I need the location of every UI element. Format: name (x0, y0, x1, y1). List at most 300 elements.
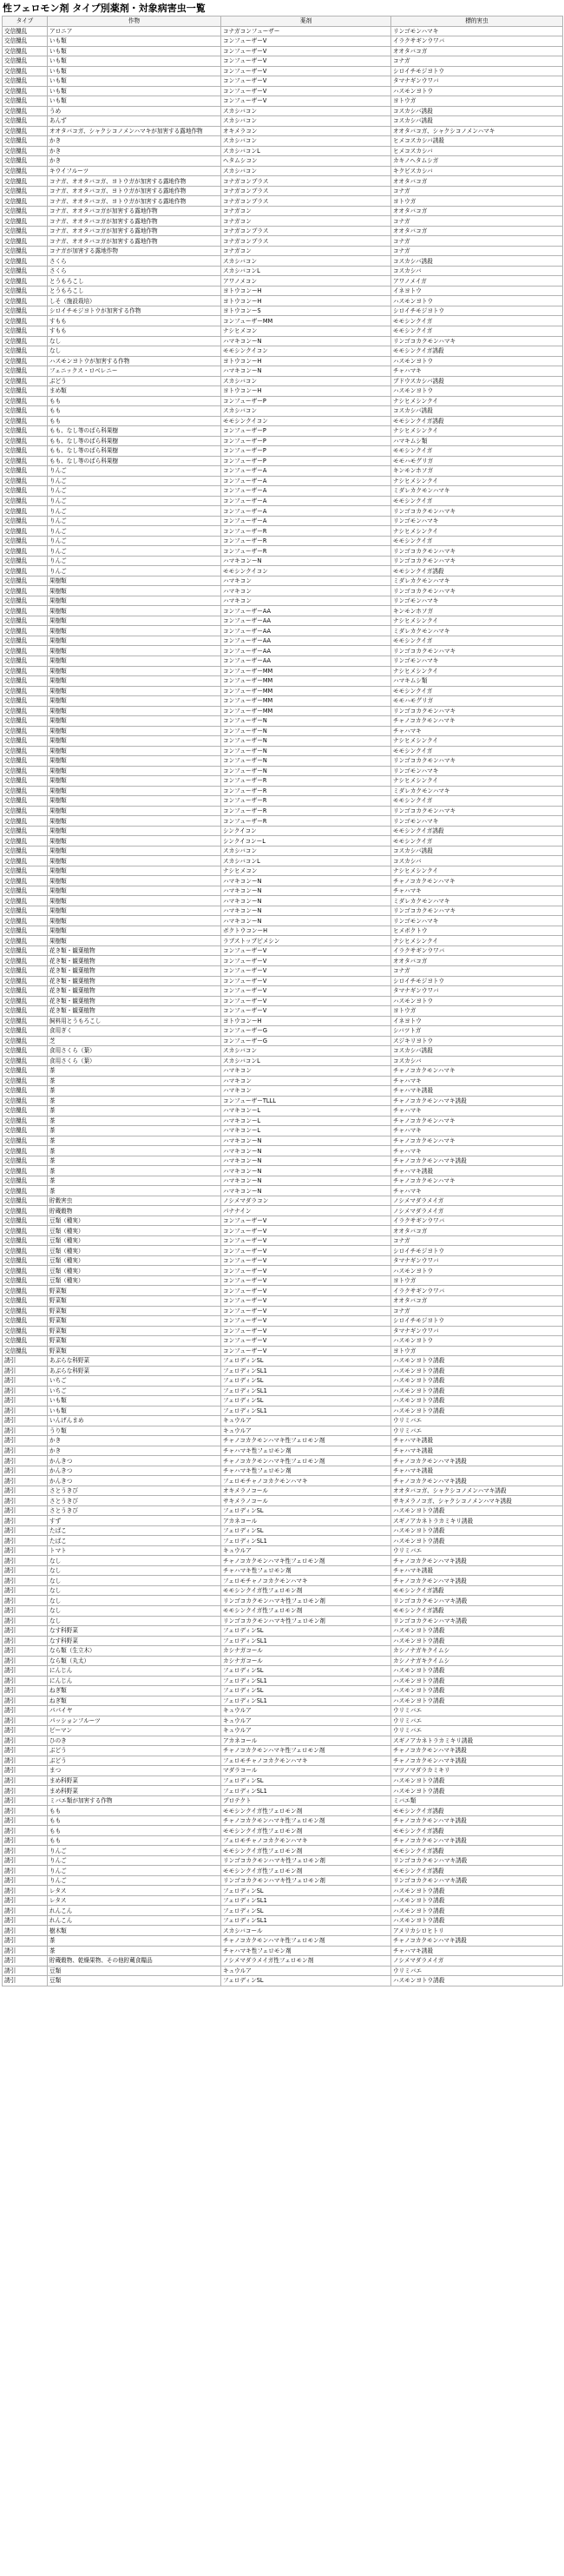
table-row (3, 1196, 563, 1206)
cell-type: 交信攪乱 (3, 676, 48, 687)
cell-pesticide: コナガコンフューザー (221, 26, 391, 36)
cell-type: 交信攪乱 (3, 266, 48, 276)
cell-type: 交信攪乱 (3, 1006, 48, 1017)
cell-crop: 果樹類 (48, 886, 221, 896)
table-row (3, 1926, 563, 1936)
cell-target-pest: コナガ (391, 246, 563, 256)
cell-type: 交信攪乱 (3, 336, 48, 346)
cell-type: 誘引 (3, 1456, 48, 1466)
cell-type: 誘引 (3, 1795, 48, 1806)
cell-pesticide: チャハマキ性フェロモン剤 (221, 1946, 391, 1956)
cell-type: 交信攪乱 (3, 396, 48, 406)
cell-pesticide: フェロディンSL (221, 1356, 391, 1367)
cell-type: 誘引 (3, 1536, 48, 1546)
cell-target-pest: ナシヒメシンクイ (391, 866, 563, 876)
cell-pesticide: ハマキコン (221, 1076, 391, 1086)
cell-target-pest: リンゴモンハマキ (391, 916, 563, 926)
cell-pesticide: ハマキコンーN (221, 886, 391, 896)
cell-crop: 豆類（種実） (48, 1246, 221, 1256)
table-row (3, 1076, 563, 1086)
cell-target-pest: ウリミバエ (391, 1426, 563, 1436)
cell-type: 誘引 (3, 1835, 48, 1846)
cell-crop: 果樹類 (48, 936, 221, 946)
cell-pesticide: ボクトウコンーH (221, 926, 391, 936)
table-row (3, 976, 563, 986)
cell-type: 交信攪乱 (3, 1196, 48, 1206)
cell-pesticide: ヨトウコンーH (221, 286, 391, 296)
cell-crop: 野菜類 (48, 1306, 221, 1316)
cell-crop: 食用さくら（葉） (48, 1046, 221, 1057)
table-row (3, 1806, 563, 1816)
cell-crop: フェニックス・ロベレニー (48, 366, 221, 377)
cell-crop: かき (48, 1436, 221, 1446)
cell-pesticide: コンフューザーV (221, 1316, 391, 1327)
cell-crop: ピーマン (48, 1726, 221, 1736)
cell-type: 誘引 (3, 1406, 48, 1416)
cell-crop: 豆類（種実） (48, 1266, 221, 1276)
cell-pesticide: コンフューザーA (221, 496, 391, 506)
cell-target-pest: ハスモンヨトウ誘殺 (391, 1666, 563, 1677)
cell-type: 誘引 (3, 1545, 48, 1556)
cell-pesticide: コンフューザーP (221, 446, 391, 457)
table-row (3, 1716, 563, 1726)
cell-target-pest: チャノコカクモンハマキ (391, 716, 563, 727)
cell-target-pest: ナシヒメシンクイ (391, 936, 563, 946)
cell-target-pest: ウリミバエ (391, 1706, 563, 1716)
table-row (3, 1255, 563, 1266)
cell-crop: りんご (48, 566, 221, 576)
cell-crop: アロニア (48, 26, 221, 36)
cell-type: 交信攪乱 (3, 836, 48, 847)
table-row (3, 336, 563, 346)
cell-type: 誘引 (3, 1696, 48, 1706)
cell-target-pest: ミダレカクモンハマキ (391, 486, 563, 497)
cell-crop: なし (48, 1576, 221, 1586)
cell-crop: ぶどう (48, 376, 221, 386)
cell-crop: 野菜類 (48, 1316, 221, 1327)
cell-type: 誘引 (3, 1966, 48, 1976)
cell-crop: たばこ (48, 1536, 221, 1546)
cell-crop: 茶 (48, 1166, 221, 1176)
table-row (3, 46, 563, 56)
cell-crop: コナガ、オオタバコガ、ヨトウガが加害する露地作物 (48, 196, 221, 207)
cell-type: 交信攪乱 (3, 726, 48, 736)
cell-target-pest: チャノコカクモンハマキ誘殺 (391, 1456, 563, 1466)
cell-target-pest: ハスモンヨトウ誘殺 (391, 1696, 563, 1706)
cell-crop: ぶどう (48, 1756, 221, 1766)
cell-type: 交信攪乱 (3, 66, 48, 76)
cell-pesticide: コナガコン (221, 246, 391, 256)
cell-type: 交信攪乱 (3, 296, 48, 306)
cell-target-pest: オオタバコガ (391, 46, 563, 56)
cell-pesticide: コンフューザーV (221, 965, 391, 976)
cell-crop: さくら (48, 266, 221, 276)
table-row (3, 496, 563, 506)
cell-target-pest: ウリミバエ (391, 1716, 563, 1726)
cell-target-pest: リンゴコカクモンハマキ (391, 336, 563, 346)
cell-pesticide: フェロディンSL1 (221, 1386, 391, 1396)
cell-pesticide: ハマキコンーL (221, 1126, 391, 1136)
table-row (3, 116, 563, 127)
cell-pesticide: ノシメマダラコン (221, 1196, 391, 1206)
table-row (3, 596, 563, 606)
cell-pesticide: コンフューザーMM (221, 666, 391, 676)
cell-pesticide: リンゴコカクモンハマキ性フェロモン剤 (221, 1596, 391, 1606)
cell-crop: 果樹類 (48, 616, 221, 626)
cell-crop: 果樹類 (48, 636, 221, 646)
cell-target-pest: リンゴモンハマキ (391, 766, 563, 776)
cell-type: 誘引 (3, 1656, 48, 1666)
cell-pesticide: アカネコール (221, 1516, 391, 1526)
cell-crop: 豆類（種実） (48, 1226, 221, 1236)
cell-crop: コナガ、オオタバコガが加害する露地作物 (48, 226, 221, 236)
cell-target-pest: モモシンクイガ (391, 446, 563, 457)
table-row (3, 1946, 563, 1956)
cell-crop: キウイフルーツ (48, 166, 221, 176)
cell-type: 誘引 (3, 1936, 48, 1947)
cell-type: 誘引 (3, 1576, 48, 1586)
cell-crop: とうもろこし (48, 286, 221, 296)
cell-target-pest: タマナギンウワバ (391, 986, 563, 997)
table-row (3, 166, 563, 176)
cell-crop: りんご (48, 1866, 221, 1876)
table-row (3, 936, 563, 946)
cell-crop: 茶 (48, 1156, 221, 1166)
table-row (3, 1966, 563, 1976)
cell-pesticide: ハマキコン (221, 586, 391, 596)
cell-target-pest: イネヨトウ (391, 286, 563, 296)
cell-crop: まめ科野菜 (48, 1776, 221, 1786)
cell-crop: オオタバコガ、シャクシコノメンハマキが加害する露地作物 (48, 126, 221, 136)
table-row (3, 1316, 563, 1327)
cell-target-pest: スギノアカネトラカミキリ誘殺 (391, 1736, 563, 1746)
cell-pesticide: キュウルア (221, 1726, 391, 1736)
cell-target-pest: モモハモグリガ (391, 456, 563, 466)
cell-pesticide: ハマキコンーN (221, 366, 391, 377)
table-row (3, 1565, 563, 1576)
cell-target-pest: コナガ (391, 186, 563, 196)
cell-target-pest: チャハマキ (391, 1186, 563, 1196)
cell-crop: まめ類 (48, 386, 221, 397)
cell-crop: 茶 (48, 1146, 221, 1156)
table-row (3, 1776, 563, 1786)
cell-pesticide: コナガコンプラス (221, 226, 391, 236)
cell-target-pest: チャノコカクモンハマキ誘殺 (391, 1156, 563, 1166)
cell-target-pest: ハスモンヨトウ誘殺 (391, 1525, 563, 1536)
cell-target-pest: ハスモンヨトウ誘殺 (391, 1776, 563, 1786)
cell-type: 誘引 (3, 1776, 48, 1786)
cell-crop: さとうきび (48, 1486, 221, 1496)
cell-target-pest: ヒメコスカシバ (391, 146, 563, 156)
cell-type: 交信攪乱 (3, 596, 48, 606)
cell-pesticide: コンフューザーR (221, 816, 391, 827)
cell-type: 交信攪乱 (3, 1116, 48, 1126)
cell-pesticide: スカシバコン (221, 106, 391, 116)
table-row (3, 1846, 563, 1856)
table-row (3, 1166, 563, 1176)
cell-type: 交信攪乱 (3, 26, 48, 36)
cell-target-pest: ハスモンヨトウ誘殺 (391, 1626, 563, 1637)
cell-crop: 茶 (48, 1176, 221, 1186)
table-row (3, 1416, 563, 1426)
cell-type: 交信攪乱 (3, 406, 48, 417)
table-row (3, 1336, 563, 1347)
cell-pesticide: モモシンクイガ性フェロモン剤 (221, 1866, 391, 1876)
cell-target-pest: ハスモンヨトウ (391, 86, 563, 96)
cell-type: 交信攪乱 (3, 286, 48, 296)
cell-pesticide: コンフューザーV (221, 76, 391, 87)
table-row (3, 1466, 563, 1476)
cell-pesticide: フェロディンSL (221, 1376, 391, 1387)
cell-type: 交信攪乱 (3, 1016, 48, 1026)
cell-type: 交信攪乱 (3, 1216, 48, 1226)
cell-type: 交信攪乱 (3, 926, 48, 936)
cell-type: 交信攪乱 (3, 306, 48, 316)
cell-crop: ひのき (48, 1736, 221, 1746)
cell-type: 交信攪乱 (3, 945, 48, 956)
cell-pesticide: キュウルア (221, 1416, 391, 1426)
cell-crop: いちご (48, 1376, 221, 1387)
cell-target-pest: モモシンクイガ誘殺 (391, 1585, 563, 1596)
cell-type: 交信攪乱 (3, 36, 48, 47)
cell-target-pest: リンゴモンハマキ (391, 516, 563, 526)
cell-target-pest: チャハマキ誘殺 (391, 1436, 563, 1446)
cell-type: 誘引 (3, 1505, 48, 1516)
cell-crop: にんじん (48, 1666, 221, 1677)
cell-crop: 果樹類 (48, 706, 221, 716)
cell-crop: 茶 (48, 1136, 221, 1146)
cell-pesticide: サキメラノコール (221, 1496, 391, 1506)
cell-crop: 貯蔵穀物 (48, 1206, 221, 1216)
cell-pesticide: コンフューザーMM (221, 316, 391, 326)
table-row (3, 256, 563, 267)
cell-type: 交信攪乱 (3, 846, 48, 856)
cell-target-pest: モモシンクイガ誘殺 (391, 346, 563, 357)
cell-crop: コナガが加害する露地作物 (48, 246, 221, 256)
cell-crop: 果樹類 (48, 656, 221, 667)
cell-crop: 野菜類 (48, 1296, 221, 1307)
cell-type: 誘引 (3, 1786, 48, 1796)
cell-type: 誘引 (3, 1646, 48, 1657)
cell-type: 交信攪乱 (3, 696, 48, 707)
cell-type: 交信攪乱 (3, 606, 48, 616)
table-row (3, 516, 563, 526)
cell-type: 交信攪乱 (3, 876, 48, 886)
cell-crop: すず (48, 1516, 221, 1526)
cell-type: 交信攪乱 (3, 826, 48, 836)
table-row (3, 696, 563, 707)
cell-target-pest: スジキリヨトウ (391, 1036, 563, 1046)
table-row (3, 766, 563, 776)
cell-pesticide: コンフューザーV (221, 956, 391, 966)
cell-pesticide: ハマキコンーN (221, 876, 391, 886)
cell-crop: りんご (48, 526, 221, 537)
cell-pesticide: コンフューザーV (221, 96, 391, 107)
cell-pesticide: チャノコカクモンハマキ性フェロモン剤 (221, 1746, 391, 1756)
cell-type: 交信攪乱 (3, 1206, 48, 1216)
cell-crop: コナガ、オオタバコガが加害する露地作物 (48, 206, 221, 216)
table-row (3, 1886, 563, 1896)
cell-type: 交信攪乱 (3, 1275, 48, 1286)
cell-pesticide: フェロモチャノコカクモンハマキ (221, 1476, 391, 1486)
cell-pesticide: コンフューザーV (221, 46, 391, 56)
cell-pesticide: フェロディンSL1 (221, 1696, 391, 1706)
cell-target-pest: ハスモンヨトウ (391, 1336, 563, 1347)
cell-type: 誘引 (3, 1516, 48, 1526)
table-row (3, 1146, 563, 1156)
cell-target-pest: チャハマキ (391, 366, 563, 377)
cell-type: 交信攪乱 (3, 76, 48, 87)
cell-target-pest: ヨトウガ (391, 96, 563, 107)
table-row (3, 1366, 563, 1376)
cell-type: 誘引 (3, 1815, 48, 1826)
cell-pesticide: ハマキコンーN (221, 1136, 391, 1146)
table-row (3, 1666, 563, 1677)
cell-pesticide: コンフューザーR (221, 796, 391, 807)
cell-crop: ぶどう (48, 1746, 221, 1756)
cell-target-pest: モモシンクイガ (391, 326, 563, 336)
cell-target-pest: ハスモンヨトウ誘殺 (391, 1786, 563, 1796)
cell-type: 誘引 (3, 1706, 48, 1716)
cell-pesticide: キュウルア (221, 1716, 391, 1726)
cell-type: 交信攪乱 (3, 196, 48, 207)
cell-crop: かき (48, 1446, 221, 1456)
table-row (3, 86, 563, 96)
cell-type: 交信攪乱 (3, 1226, 48, 1236)
cell-type: 交信攪乱 (3, 1306, 48, 1316)
table-row (3, 1046, 563, 1057)
cell-pesticide: フェロディンSL (221, 1505, 391, 1516)
cell-type: 交信攪乱 (3, 566, 48, 576)
table-row (3, 1056, 563, 1066)
table-row (3, 606, 563, 616)
table-row (3, 556, 563, 566)
cell-crop: りんご (48, 1855, 221, 1866)
cell-crop: 果樹類 (48, 806, 221, 816)
cell-crop: かき (48, 146, 221, 156)
table-row (3, 776, 563, 787)
cell-target-pest: コスカシバ誘殺 (391, 846, 563, 856)
cell-pesticide: コンフューザーV (221, 986, 391, 997)
cell-crop: 果樹類 (48, 836, 221, 847)
cell-crop: あぶらな科野菜 (48, 1356, 221, 1367)
table-row (3, 1656, 563, 1666)
table-row (3, 676, 563, 687)
cell-target-pest: ハスモンヨトウ誘殺 (391, 1676, 563, 1686)
cell-type: 交信攪乱 (3, 956, 48, 966)
cell-crop: なし (48, 1585, 221, 1596)
cell-crop: トマト (48, 1545, 221, 1556)
table-row (3, 1676, 563, 1686)
cell-crop: いも類 (48, 1406, 221, 1416)
cell-target-pest: ウリミバエ (391, 1726, 563, 1736)
cell-target-pest: ウリミバエ (391, 1966, 563, 1976)
cell-crop: もも、なし等のばら科果樹 (48, 456, 221, 466)
cell-type: 交信攪乱 (3, 776, 48, 787)
cell-crop: 果樹類 (48, 776, 221, 787)
cell-crop: 果樹類 (48, 716, 221, 727)
cell-target-pest: ミダレカクモンハマキ (391, 576, 563, 586)
cell-target-pest: ハスモンヨトウ (391, 356, 563, 366)
cell-crop: もも (48, 416, 221, 426)
cell-target-pest: チャノコカクモンハマキ誘殺 (391, 1096, 563, 1106)
cell-type: 交信攪乱 (3, 476, 48, 486)
table-row (3, 186, 563, 196)
cell-pesticide: リンゴコカクモンハマキ性フェロモン剤 (221, 1855, 391, 1866)
cell-crop: あぶらな科野菜 (48, 1366, 221, 1376)
cell-pesticide: ハマキコンーN (221, 1186, 391, 1196)
table-row (3, 576, 563, 586)
table-row (3, 1006, 563, 1017)
cell-target-pest: イラクサギンウワバ (391, 1216, 563, 1226)
cell-pesticide: フェロディンSL (221, 1906, 391, 1916)
cell-crop: 茶 (48, 1186, 221, 1196)
cell-type: 誘引 (3, 1596, 48, 1606)
cell-crop: りんご (48, 546, 221, 557)
cell-crop: もも (48, 1835, 221, 1846)
cell-target-pest: チャノコカクモンハマキ誘殺 (391, 1835, 563, 1846)
cell-pesticide: コンフューザーV (221, 36, 391, 47)
cell-target-pest: ヒメボクトウ (391, 926, 563, 936)
cell-type: 交信攪乱 (3, 1066, 48, 1077)
cell-pesticide: コンフューザーV (221, 1306, 391, 1316)
cell-crop: なす科野菜 (48, 1626, 221, 1637)
table-row (3, 746, 563, 756)
cell-type: 交信攪乱 (3, 356, 48, 366)
cell-pesticide: コンフューザーG (221, 1026, 391, 1037)
cell-target-pest: リンゴコカクモンハマキ (391, 806, 563, 816)
cell-target-pest: ノシメマダラメイガ (391, 1196, 563, 1206)
cell-crop: にんじん (48, 1676, 221, 1686)
cell-pesticide: コンフューザーV (221, 1275, 391, 1286)
table-row (3, 1875, 563, 1886)
cell-crop: いも類 (48, 1396, 221, 1407)
cell-type: 交信攪乱 (3, 1186, 48, 1196)
table-row (3, 1446, 563, 1456)
cell-target-pest: ナシヒメシンクイ (391, 526, 563, 537)
cell-type: 誘引 (3, 1636, 48, 1646)
cell-crop: りんご (48, 1846, 221, 1856)
cell-type: 交信攪乱 (3, 156, 48, 167)
table-row (3, 1426, 563, 1436)
cell-pesticide: チャノコカクモンハマキ性フェロモン剤 (221, 1456, 391, 1466)
cell-target-pest: ハスモンヨトウ (391, 296, 563, 306)
table-row (3, 1346, 563, 1356)
cell-crop: 果樹類 (48, 916, 221, 926)
cell-target-pest: イラクサギンウワバ (391, 1286, 563, 1296)
table-row (3, 396, 563, 406)
cell-pesticide: コンフューザーR (221, 526, 391, 537)
cell-crop: もも (48, 396, 221, 406)
table-row (3, 686, 563, 696)
cell-crop: 果樹類 (48, 906, 221, 916)
table-row (3, 866, 563, 876)
cell-crop: コナガ、オオタバコガが加害する露地作物 (48, 216, 221, 227)
cell-crop: 野菜類 (48, 1346, 221, 1356)
cell-pesticide: コナガコン (221, 206, 391, 216)
table-row (3, 646, 563, 656)
cell-type: 誘引 (3, 1956, 48, 1967)
cell-pesticide: フェロモチャノコカクモンハマキ (221, 1756, 391, 1766)
table-row (3, 826, 563, 836)
cell-type: 交信攪乱 (3, 346, 48, 357)
cell-pesticide: ヘタムシコン (221, 156, 391, 167)
cell-type: 交信攪乱 (3, 796, 48, 807)
table-row (3, 626, 563, 636)
cell-pesticide: コンフューザーV (221, 945, 391, 956)
cell-pesticide: モモシンクイガ性フェロモン剤 (221, 1826, 391, 1836)
cell-type: 誘引 (3, 1605, 48, 1616)
